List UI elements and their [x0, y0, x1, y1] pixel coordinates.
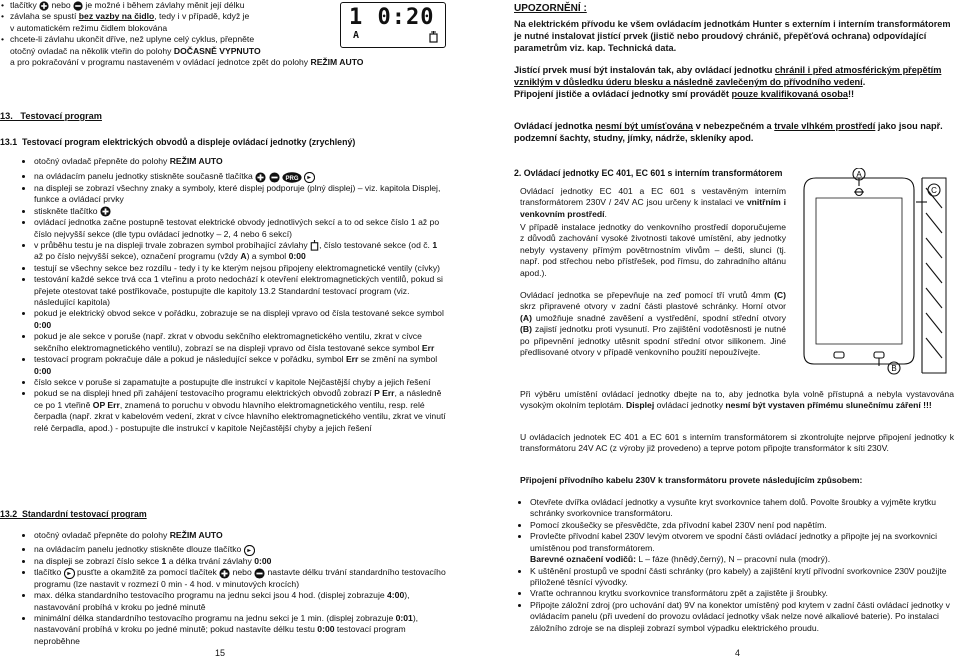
section-131-list — [0, 156, 448, 434]
top-line: • chcete-li závlahu ukončit dříve, než uplyne celý cyklus, přepněte — [1, 34, 255, 45]
paragraph-heading: Připojení přívodního kabelu 230V k transformátoru provete následujícím způsobem: — [520, 475, 863, 485]
list-item: • Připojte záložní zdroj (pro uchování dat) 9V na konektor umístěný pod krytem v zadní části ovládací jednotky v ovládacím panelu (při uvedení do provozu ovládací jednotky však nelze nové alkaliové baterie). Po instalaci záložního zdroje se na displeji zobrazí symbol výpadku elektrického proudu. — [530, 600, 954, 634]
list-item: • testují se všechny sekce bez rozdílu - tedy i ty ke kterým nejsou připojeny elektromagnetické ventily (cívky) — [34, 263, 448, 274]
svg-text:PRG: PRG — [285, 175, 299, 182]
list-item: • max. délka standardního testovacího programu na jednu sekci jsou 4 hod. (displej zobrazuje 4:00), nastavování probíhá v kroku po jedné minutě — [34, 590, 448, 613]
list-item: • minimální délka standardního testovacího programu na jednu sekci je 1 min. (displej zobrazuje 0:01), nastavování probíhá v kroku po jedné minutě; pokud nastavíte délku testu 0:00 testovací program neproběhne — [34, 613, 448, 647]
paragraph: Ovládací jednotky EC 401 a EC 601 s vestavěným interním transformátorem 230V / 24V AC jsou určeny k instalaci ve vnitřním i venkovním prostředí. — [520, 186, 786, 219]
list-item: • v průběhu testu je na displeji trvale zobrazen symbol probíhající závlahy , číslo testované sekce (od č. 1 až po číslo nejvyšší sekce), označení programu (vždy A) a symbol 0:00 — [34, 240, 448, 263]
list-item: Barevné označení vodičů: L – fáze (hnědý,černý), N – pracovní nula (modrý). — [530, 554, 831, 565]
list-item: • číslo sekce v poruše si zapamatujte a postupujte dle instrukcí v kapitole Nejčastější chyby a jejich řešení — [34, 377, 448, 388]
list-item: • Provlečte přívodní kabel 230V levým otvorem ve spodní části ovládací jednotky a připojte jej na svorkovnici umístěnou pod transformátorem. — [530, 531, 954, 554]
arrow-button-icon — [64, 568, 75, 579]
lcd-program-letter: A — [353, 30, 360, 41]
plus-button-icon — [39, 1, 49, 11]
list-item: • otočný ovladač přepněte do polohy REŽIM AUTO — [34, 530, 448, 541]
list-item: • K uštěnění prostupů ve spodní části schránky (pro kabely) a zajištění krytí přívodní svorkovnice 230V použijte přiložené těsnící vývodky. — [530, 566, 954, 589]
list-item: • na displeji se zobrazí číslo sekce 1 a délka trvání závlahy 0:00 — [34, 556, 448, 567]
section-131-title: 13.1 Testovací program elektrických obvodů a displeje ovládací jednotky (zrychlený) — [0, 137, 356, 147]
top-line: • tlačítky nebo je možné i během závlahy měnit její délku — [1, 0, 245, 10]
section-132-list — [0, 530, 448, 647]
list-item: • otočný ovladač přepněte do polohy REŽIM AUTO — [34, 156, 448, 167]
label-b: B — [891, 364, 897, 373]
arrow-button-icon — [244, 545, 255, 556]
mounting-diagram — [794, 168, 954, 378]
top-line: • závlaha se spustí bez vazby na čidlo, tedy i v případě, když je — [1, 11, 250, 22]
top-line: v automatickém režimu čidlem blokována — [10, 22, 168, 33]
watering-symbol-icon — [429, 31, 438, 43]
section-13-title: 13. Testovací program — [0, 111, 102, 121]
install-list — [514, 497, 954, 634]
plus-button-icon — [219, 568, 230, 579]
list-item: • Vraťte ochrannou krytku svorkovnice transformátoru zpět a zajistěte ji šroubky. — [530, 588, 954, 599]
paragraph: U ovládacích jednotek EC 401 a EC 601 s interním transformátorem si zkontrolujte nejprve připojení jednotky k transformátoru 24V AC (z výroby již provedeno) a teprve potom připojte transformátor k síti 230V. — [520, 432, 954, 454]
top-line: a pro pokračování v programu nastaveném v ovládací jednotce zpět do polohy REŽIM AUTO — [10, 57, 364, 68]
list-item: • testování každé sekce trvá cca 1 vteřinu a proto nedochází k otevření elektromagnetických ventilů, pokud si přejete otestovat také postřikovače, postupujte dle kapitoly 13.2 Standardní testovací program (viz. následující kapitola) — [34, 274, 448, 308]
paragraph: Ovládací jednotka se přepevňuje na zeď pomocí tří vrutů 4mm (C) skrz připravené otvory v zadní části plastové schránky. Horní otvor (A) umožňuje snadné zavěšení a vystředění, spodní střední otvory (B) zajistí jednotku proti vysunutí. Pro zajištění vodotěsnosti je nutné po připevnění jednotky utěsnit spodní střední otvor silikonem. Jiné předlisované otvory v případě venkovního použití nepoužívejte. — [520, 290, 786, 358]
plus-button-icon — [255, 172, 266, 183]
paragraph: V případě instalace jednotky do venkovního prostředí doporučujeme z důvodů zachování vysoké životnosti takové umístění, aby jednotky nebyly vystaveny přímým povětrnostním vlivům – dešti, slunci (tj. např. pod střechou nebo přístřešek, pod římsu, do zahradního altánu apod.). — [520, 222, 786, 278]
top-list — [0, 0, 364, 69]
paragraph: Při výběru umístění ovládací jednotky dbejte na to, aby jednotka byla volně přístupná a nebyla vystavována vysokým okolním teplotám. Displej ovládací jednotky nesmí být vystaven přímému slunečnímu záření !!! — [520, 389, 954, 411]
list-item: • na ovládacím panelu jednotky stiskněte dlouze tlačítko — [34, 544, 448, 555]
list-item: • tlačítko pusťte a okamžitě za pomocí tlačítek nebo nastavte délku trvání standardního testovacího programu (lze nastavit v rozmezí 0 min - 4 hod. v minutových krocích) — [34, 567, 448, 590]
lcd-digits: 1 0:20 — [349, 5, 435, 30]
list-item: • na ovládacím panelu jednotky stiskněte současně tlačítka PRG — [34, 171, 448, 182]
list-item: • testovací program pokračuje dále a pokud je následující sekce v pořádku, symbol Err se změní na symbol 0:00 — [34, 354, 448, 377]
warning-text: Na elektrickém přívodu ke všem ovládacím jednotkám Hunter s externím i interním transformátorem je nutné instalovat jistící prvek (jistič nebo proudový chránič, přepěťová ochrana) odpovídající parametrům viz. kap. Technická data. — [514, 19, 951, 53]
list-item: • Otevřete dvířka ovládací jednotky a vysuňte kryt svorkovnice tahem dolů. Povolte šroubky a vyjměte krytku schránky svorkovnice transformátoru. — [530, 497, 954, 520]
list-item: • pokud je ale sekce v poruše (např. zkrat v obvodu sekčního elektromagnetického ventilu, zkrat v cívce sekčního elektromagnetického ventilu), zobrazí se na displeji vpravo od čísla testované sekce symbol Err — [34, 331, 448, 354]
list-item: • ovládací jednotka začne postupně testovat elektrické obvody jednotlivých sekcí a to od sekce číslo 1 až po číslo nejvyšší sekce (dle typu ovládací jednotky – 2, 4 nebo 6 sekcí) — [34, 217, 448, 240]
prg-button-icon — [282, 172, 302, 183]
top-line: otočný ovladač na několik vteřin do polohy DOČASNĚ VYPNUTO — [10, 45, 261, 56]
warning-text: Ovládací jednotka nesmí být umísťována v nebezpečném a trvale vlhkém prostředí jako jsou např. podzemní šachty, studny, jímky, nádrže, skleníky apod. — [514, 121, 943, 143]
list-item: • na displeji se zobrazí všechny znaky a symboly, které displej podporuje (plný displej) – viz. kapitola Displej, funkce a ovládací prvky — [34, 183, 448, 206]
page-number: 4 — [735, 648, 741, 658]
minus-button-icon — [73, 1, 83, 11]
warning-text: Jistící prvek musí být instalován tak, aby ovládací jednotku chránil i před atmosférickým přepětím vzniklým v důsledku úderu blesku a následně zavlečeným do přívodního vedení. Připojení jističe a ovládací jednotky smí provádět pouze kvalifikovaná osoba!! — [514, 65, 942, 99]
watering-symbol-icon — [310, 240, 319, 251]
arrow-button-icon — [304, 172, 315, 183]
page-number: 15 — [215, 648, 226, 658]
list-item: • Pomocí zkoušečky se přesvědčte, zda přívodní kabel 230V není pod napětím. — [530, 520, 954, 531]
lcd-display — [340, 2, 446, 48]
section-132-title: 13.2 Standardní testovací program — [0, 509, 147, 519]
minus-button-icon — [269, 172, 280, 183]
controller-housing — [804, 178, 914, 364]
list-item: • pokud se na displeji hned při zahájení testovacího programu elektrických obvodů zobrazí P Err, a následně ce po 1 vteřině OP Err, znamená to poruchu v obvodu hlavního elektromagnetického ventilu, resp. relé čerpadla (např. zkrat v kabelovém vedení, zkrat v cívce hlavního elektromagnetického ventilu, zkrat ve vinutí relé čerpadla, apod.) - postupujte dle instrukcí v kapitole Nejčastější chyby a jejich řešení — [34, 388, 448, 434]
warning-title: UPOZORNĚNÍ : — [514, 3, 587, 14]
label-c: C — [931, 186, 937, 195]
minus-button-icon — [254, 568, 265, 579]
label-a: A — [856, 170, 862, 179]
list-item: • stiskněte tlačítko — [34, 206, 448, 217]
plus-button-icon — [100, 206, 111, 217]
section-2-title: 2. Ovládací jednotky EC 401, EC 601 s interním transformátorem — [514, 168, 783, 178]
list-item: • pokud je elektrický obvod sekce v pořádku, zobrazuje se na displeji vpravo od čísla testované sekce symbol 0:00 — [34, 308, 448, 331]
